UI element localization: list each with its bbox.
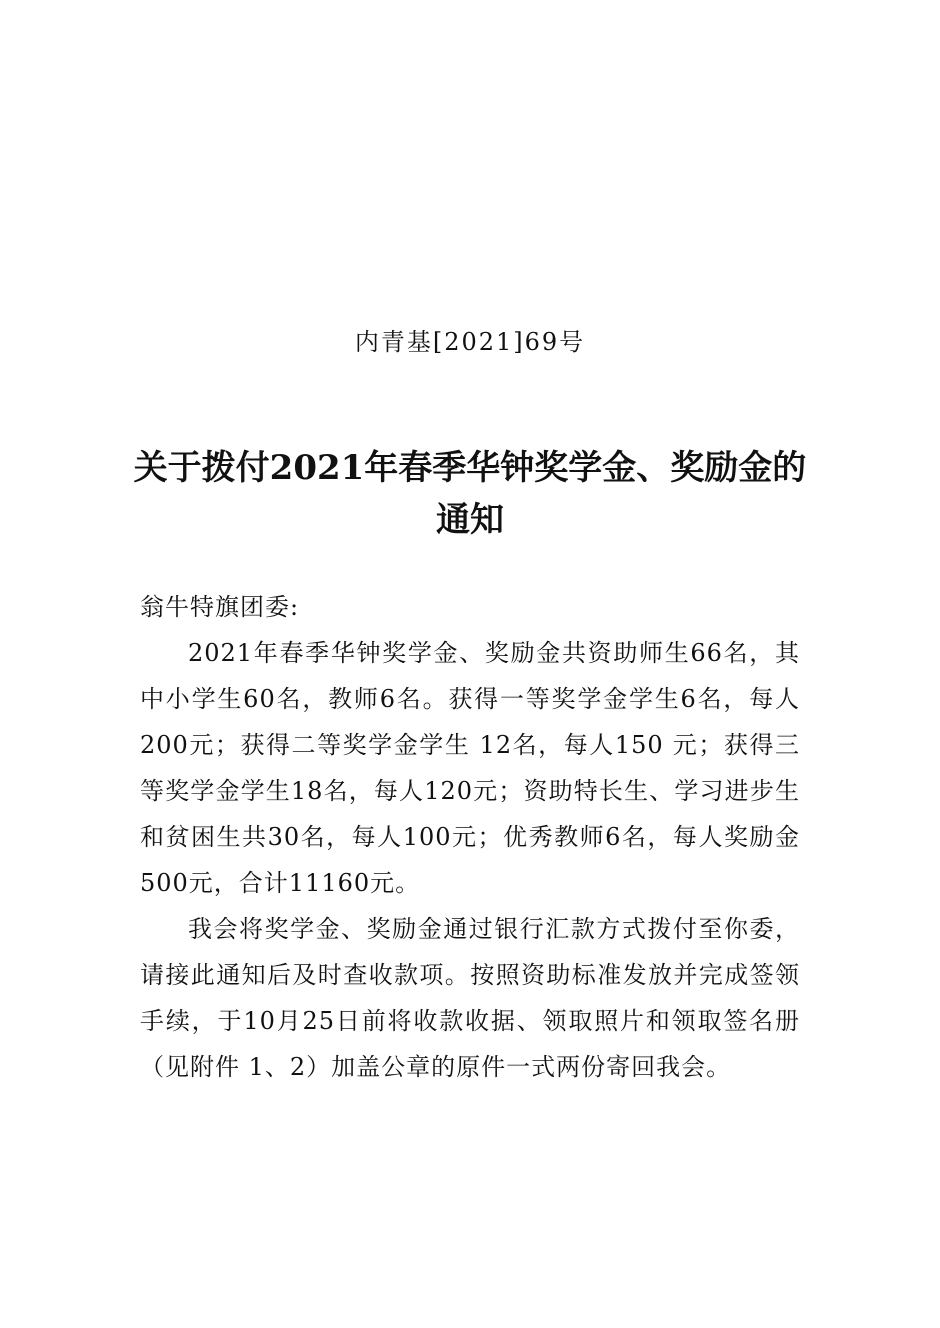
- document-number: 内青基[2021]69号: [354, 328, 586, 356]
- document-body: [140, 584, 800, 1090]
- title-line-2: 通知: [436, 500, 504, 540]
- title-line-1: 关于拨付2021年春季华钟奖学金、奖励金的: [133, 448, 807, 488]
- salutation: 翁牛特旗团委:: [140, 593, 300, 621]
- paragraph-funding-details: 2021年春季华钟奖学金、奖励金共资助师生66名，其中小学生60名，教师6名。获得一等奖学金学生6名，每人200元；获得二等奖学金学生 12名，每人150 元；获得三等奖学金学生18名，每人120元；资助特长生、学习进步生和贫困生共30名，每人100元；优秀教师6名，每人奖励金500元，合计11160元。: [140, 639, 800, 897]
- document-title: [120, 442, 820, 546]
- paragraph-payment-instructions: 我会将奖学金、奖励金通过银行汇款方式拨付至你委，请接此通知后及时查收款项。按照资助标准发放并完成签领手续，于10月25日前将收款收据、领取照片和领取签名册（见附件 1、2）加盖公章的原件一式两份寄回我会。: [140, 915, 800, 1081]
